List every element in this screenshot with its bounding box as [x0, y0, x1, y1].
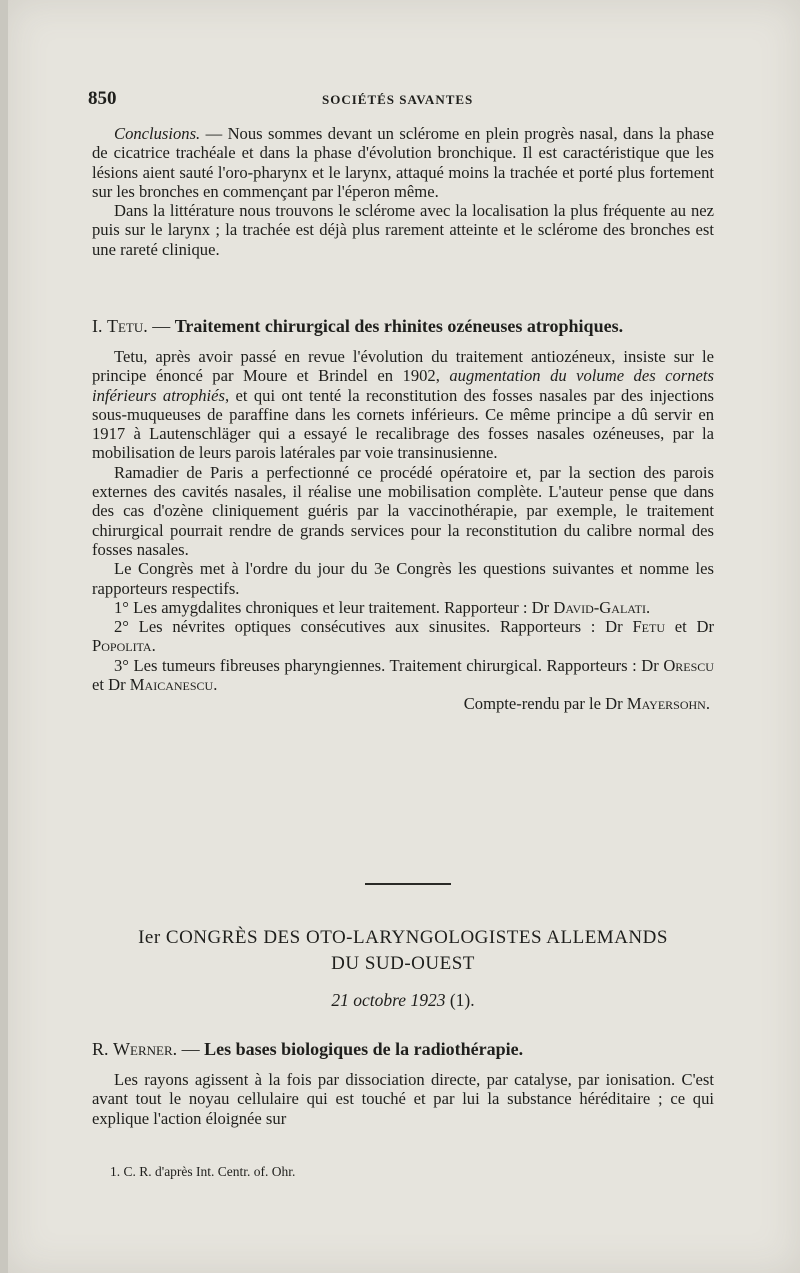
signature-title: Dr: [605, 694, 627, 714]
signature-end: .: [705, 694, 710, 714]
agenda-item-3-name-2: Maicanescu: [129, 675, 214, 695]
tetu-paragraph-1: [92, 347, 714, 463]
agenda-item-3-title-2: Dr: [108, 675, 130, 695]
tetu-section: [92, 316, 714, 714]
werner-section: [92, 1039, 714, 1128]
agenda-item-2: [92, 617, 714, 656]
agenda-item-3-and: et: [92, 675, 109, 695]
agenda-item-2-name-2: Popolita: [92, 636, 152, 656]
page-header: [88, 88, 708, 110]
conclusions-section: [92, 124, 714, 259]
running-head: SOCIÉTÉS SAVANTES: [322, 92, 474, 107]
agenda-item-3-text: 3° Les tumeurs fibreuses pharyngiennes. Traitement chirurgical. Rapporteurs :: [114, 655, 642, 675]
werner-title: Les bases biologiques de la radiothérapie.: [204, 1039, 524, 1059]
agenda-item-1-title: Dr: [531, 597, 554, 617]
tetu-para1-start: Tetu, après avoir passé en revue l'évolution du traitement antiozéneux, insiste sur le principe énoncé par Moure et Brindel en 1902,: [92, 347, 714, 386]
signature-name: Mayersohn: [626, 694, 706, 714]
tetu-dash: . —: [143, 316, 175, 336]
agenda-item-2-title-1: Dr: [605, 617, 633, 637]
book-page: [8, 0, 800, 1273]
agenda-item-3-end: .: [213, 675, 218, 695]
tetu-para1-end: , et qui ont tenté la reconstitution des fosses nasales par des injections sous-muqueuses de paraffine dans les cornets inférieurs. Ce même principe a dû servir en 1917 à Lautenschläger qui a essayé le recalibrage des fosses nasales ozéneuses, par la mobilisation de leurs parois latérales par voie transinusienne.: [92, 385, 714, 463]
congress-date-note: (1).: [445, 990, 475, 1010]
congress-date-text: 21 octobre 1923: [331, 990, 446, 1010]
congress-heading: [92, 925, 714, 977]
werner-paragraph-1: Les rayons agissent à la fois par dissociation directe, par catalyse, par ionisation. C'est avant tout le noyau cellulaire qui est touché et par lui la substance héréditaire ; ce qui explique l'action éloignée sur: [92, 1070, 714, 1128]
literature-paragraph: Dans la littérature nous trouvons le sclérome avec la localisation la plus fréquente au nez puis sur le larynx ; la trachée est déjà plus rarement atteinte et le sclérome des bronches est une rareté clinique.: [92, 201, 714, 259]
agenda-item-3-name-1: Orescu: [663, 655, 714, 675]
agenda-item-2-end: .: [151, 636, 156, 656]
agenda-item-1-text: 1° Les amygdalites chroniques et leur traitement. Rapporteur :: [114, 597, 532, 617]
conclusions-paragraph: [92, 124, 714, 201]
agenda-item-3: [92, 656, 714, 695]
congress-title-line-1: Ier CONGRÈS DES OTO-LARYNGOLOGISTES ALLEMANDS: [138, 927, 668, 948]
report-signature: [92, 694, 714, 713]
agenda-item-2-title-2: Dr: [696, 617, 714, 637]
tetu-paragraph-3: Le Congrès met à l'ordre du jour du 3e Congrès les questions suivantes et nomme les rapporteurs respectifs.: [92, 559, 714, 598]
congress-date: [92, 990, 714, 1011]
congress-title-line-2: DU SUD-OUEST: [331, 953, 475, 974]
agenda-item-2-text: 2° Les névrites optiques consécutives aux sinusites. Rapporteurs :: [114, 617, 606, 637]
tetu-para1-italic: augmentation du volume des cornets inférieurs atrophiés: [92, 366, 714, 405]
signature-text: Compte-rendu par le: [463, 694, 606, 714]
footnote: 1. C. R. d'après Int. Centr. of. Ohr.: [110, 1164, 296, 1179]
werner-author-name: Werner: [113, 1039, 173, 1059]
werner-dash: . —: [172, 1039, 205, 1059]
agenda-item-2-and: et: [665, 617, 697, 637]
tetu-author-initial: I.: [92, 316, 107, 336]
agenda-item-1: [92, 598, 714, 617]
werner-author-initial: R.: [92, 1039, 114, 1059]
agenda-item-1-end: .: [645, 597, 651, 617]
agenda-item-1-name: David-Galati: [553, 597, 646, 617]
tetu-title: Traitement chirurgical des rhinites ozéneuses atrophiques.: [174, 316, 624, 336]
section-divider: [365, 883, 451, 885]
tetu-author-name: Tetu: [107, 316, 144, 336]
agenda-item-3-title-1: Dr: [641, 655, 664, 675]
werner-heading: [92, 1039, 714, 1060]
tetu-paragraph-2: Ramadier de Paris a perfectionné ce procédé opératoire et, par la section des parois externes des cavités nasales, il réalise une mobilisation complète. L'auteur pense que dans des cas d'ozène cliniquement guéris par la vaccinothérapie, par exemple, le traitement chirurgical pourrait rendre de grands services pour la reconstitution du calibre normal des fosses nasales.: [92, 462, 714, 559]
conclusions-label: Conclusions.: [114, 124, 201, 143]
conclusions-text: — Nous sommes devant un sclérome en plein progrès nasal, dans la phase de cicatrice trachéale et dans la phase d'évolution bronchique. Il est caractéristique que les lésions aient sauté l'oro-pharynx et le larynx, attaqué moins la trachée et porté plus fortement sur les bronches en commençant par l'éperon même.: [92, 124, 714, 201]
page-number: 850: [88, 88, 117, 109]
tetu-heading: [92, 316, 714, 337]
agenda-item-2-name-1: Fetu: [632, 617, 665, 637]
